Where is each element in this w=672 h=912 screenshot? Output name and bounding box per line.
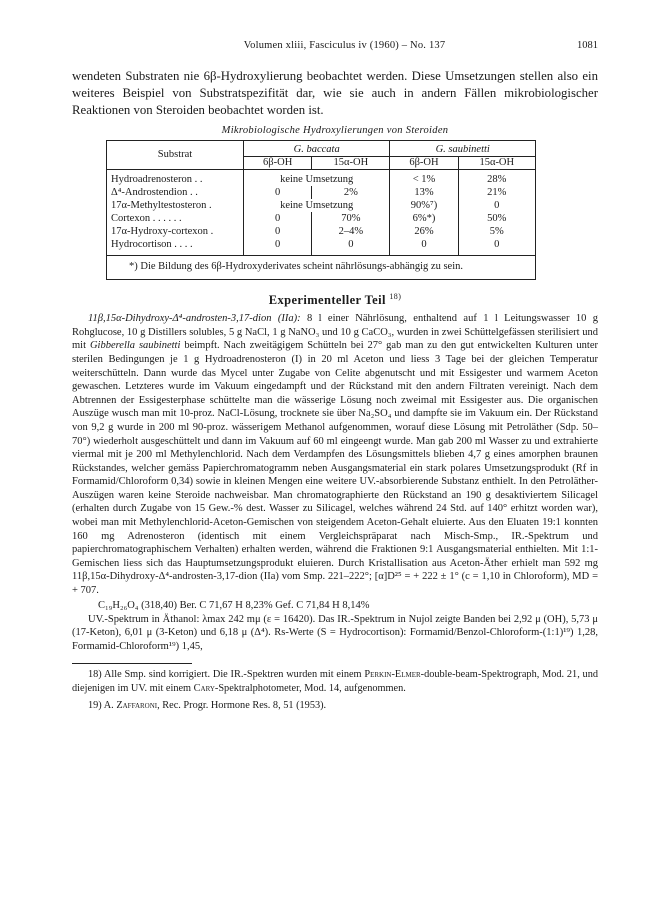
value-cell: 0 [458, 238, 535, 255]
table-row [107, 186, 535, 199]
footnote-19: 19) A. Zaffaroni, Rec. Progr. Hormone Res. 8, 51 (1953). [88, 700, 327, 712]
substrat-cell: 17α-Hydroxy-cortexon . [111, 226, 214, 237]
table-row [107, 212, 535, 225]
results-table [107, 141, 535, 255]
section-heading [72, 292, 598, 308]
value-cell: 0 [244, 212, 312, 225]
group-header-baccata: G. baccata [244, 141, 390, 157]
value-cell: 0 [244, 186, 312, 199]
table-row [107, 170, 535, 187]
experimental-text [72, 312, 598, 653]
value-cell: keine Umsetzung [244, 170, 390, 187]
group-header-saubinetti: G. saubinetti [390, 141, 535, 157]
value-cell: 21% [458, 186, 535, 199]
value-cell: 0 [458, 199, 535, 212]
running-header [72, 40, 598, 54]
table-row [107, 238, 535, 255]
table-row [107, 225, 535, 238]
compound-name: 11β,15α-Dihydroxy-Δ⁴-androsten-3,17-dion (IIa): [88, 313, 301, 325]
value-cell: 70% [312, 212, 390, 225]
value-cell: 0 [312, 238, 390, 255]
value-cell: 13% [390, 186, 458, 199]
value-cell: 2–4% [312, 225, 390, 238]
elemental-analysis: C₁₉H₂₆O₄ (318,40) Ber. C 71,67 H 8,23% Gef. C 71,84 H 8,14% [98, 599, 370, 611]
author-name: Zaffaroni [116, 700, 158, 712]
page-number: 1081 [577, 40, 598, 51]
value-cell: 6%*) [390, 212, 458, 225]
value-cell: 28% [458, 170, 535, 187]
journal-page [72, 40, 598, 713]
intro-paragraph: wendeten Substraten nie 6β-Hydroxylierung beobachtet werden. Diese Umsetzungen stellen also ein weiteres Beispiel von Substratspezifität dar, wie sie auch in andern Fällen mikrobiologischer Reaktionen von Steroiden beobachtet worden ist. [72, 69, 598, 117]
substrat-cell: Cortexon . . . . . . [111, 213, 182, 224]
value-cell: 90%⁷) [390, 199, 458, 212]
instrument-name: Perkin-Elmer [364, 669, 421, 681]
sub-header: 6β-OH [390, 157, 458, 170]
journal-citation: Volumen xliii, Fasciculus iv (1960) – No. 137 [243, 40, 446, 51]
substrat-cell: 17α-Methyltestosteron . [111, 200, 212, 211]
value-cell: keine Umsetzung [244, 199, 390, 212]
table-row [107, 199, 535, 212]
body-paragraph: UV.-Spektrum in Äthanol: λmax 242 mμ (ε = 16420). Das IR.-Spektrum in Nujol zeigte Banden bei 2,92 μ (OH), 5,73 μ (17-Keton), 6,01 μ (3-Keton) und 6,18 μ (Δ⁴). Rs-Werte (S = Hydrocortison): Formamid/Benzol-Chloroform-(1:1)¹⁹) 1,28, Formamid-Chloroform¹⁹) 1,45, [72, 613, 598, 652]
value-cell: < 1% [390, 170, 458, 187]
table-title: Mikrobiologische Hydroxylierungen von Steroiden [221, 125, 449, 136]
instrument-name: Cary [193, 682, 215, 694]
sub-header: 15α-OH [312, 157, 390, 170]
results-table-box [106, 140, 536, 280]
body-text: beimpft. Nach zweitägigem Schütteln bei 27° gab man zu den gut entwickelten Kulturen unter sterilen Bedingungen je 1 g Hydroadrenosteron (I) in 20 ml Aceton und liess 3 Tage bei der gleichen Temperatur weiterschütteln. Dann wurde das Mycel unter Zugabe von Celite abgenutscht und mit Essigester und warmem Aceton gewaschen. Letzteres wurde im Vakuum eingedampft und der Rückstand mit den andern Filtraten vereinigt. Nach dem Abtrennen der Essigesterphase schüttelte man die wässerige Lösung noch zweimal mit Essigester aus. Die organischen Auszüge wusch man mit 10-proz. NaCl-Lösung, trocknete sie über Na₂SO₄ und dampfte sie im Vakuum ein. Der Rückstand von 9,2 g wurde in 200 ml 90-proz. wässerigem Methanol aufgenommen, worauf diese Lösung mit Petroläther (Sdp. 50–70°) wiederholt ausgeschüttelt und dann im Vakuum auf 60 ml eingeengt wurde. Man gab 200 ml Wasser zu und extrahierte viermal mit je 200 ml Methylenchlorid. Nach dem Verdampfen des Lösungsmittels blieben 4,7 g eines amorphen braunen Rückstandes, welcher gemäss Papierchromatogramm neben Ausgangsmaterial ein stark polares Umsetzungsprodukt (Rf in Formamid/Chloroform 0,34) sowie in kleinen Mengen eine weitere UV.-absorbierende Substanz enthielt. In den Petroläther-Auszügen waren keine Steroide nachweisbar. Man chromatographierte den Rückstand an 190 g desaktiviertem Silicagel (erhalten durch Zugabe von 15 Gew.-% dest. Wasser zu Silicagel, welches während 24 Std. auf 140° erhitzt worden war), wobei man mit Methylenchlorid-Aceton-Gemischen von steigendem Aceton-Gehalt eluierte. Aus den Eluaten 19:1 konnten 160 mg Adrenosteron (identisch mit einem Vergleichspräparat nach Misch-Smp., IR.-Spektrum und papierchromatographischem Verhalten) erhalten werden, während die Fraktionen 9:1 Ausgangsmaterial enthielten. Mit 1:1-Gemischen liess sich das Hauptumsetzungsprodukt eluieren. Durch Kristallisation aus Aceton-Äther erhielt man 592 mg 11β,15α-Dihydroxy-Δ⁴-androsten-3,17-dion (IIa) vom Smp. 221–222°; [α]D²⁵ = + 222 ± 1° (c = 1,10 in Chloroform), MD = + 707. [72, 340, 598, 597]
body-text: 8 l einer Nährlösung, enthaltend auf 1 l Leitungswasser 10 g Rohglucose, 10 g Distillers solubles, 5 g NaCl, 1 g NaNO₃ und 10 g CaCO₃, wurden in zwei Schüttelgefässen sterilisiert und mit [72, 313, 598, 352]
table-footnote: *) Die Bildung des 6β-Hydroxyderivates scheint nährlösungs-abhängig zu sein. [107, 255, 535, 279]
substrat-cell: Hydrocortison . . . . [111, 239, 193, 250]
value-cell: 5% [458, 225, 535, 238]
substrat-header: Substrat [157, 149, 193, 160]
value-cell: 0 [244, 225, 312, 238]
footnotes [72, 668, 598, 712]
organism-name: Gibberella saubinetti [89, 340, 181, 352]
body-paragraph [72, 312, 598, 597]
substrat-cell: Δ⁴-Androstendion . . [111, 187, 198, 198]
value-cell: 50% [458, 212, 535, 225]
section-ref: 18) [389, 292, 402, 301]
section-title: Experimenteller Teil [268, 293, 386, 308]
value-cell: 2% [312, 186, 390, 199]
footnote-rule [72, 663, 192, 664]
value-cell: 0 [244, 238, 312, 255]
sub-header: 6β-OH [244, 157, 312, 170]
value-cell: 0 [390, 238, 458, 255]
sub-header: 15α-OH [458, 157, 535, 170]
value-cell: 26% [390, 225, 458, 238]
footnote-18: 18) Alle Smp. sind korrigiert. Die IR.-Spektren wurden mit einem Perkin-Elmer-double-beam-Spektrograph, Mod. 21, und diejenigen im UV. mit einem Cary-Spektralphotometer, Mod. 14, aufgenommen. [72, 669, 598, 694]
substrat-cell: Hydroadrenosteron . . [107, 170, 244, 187]
